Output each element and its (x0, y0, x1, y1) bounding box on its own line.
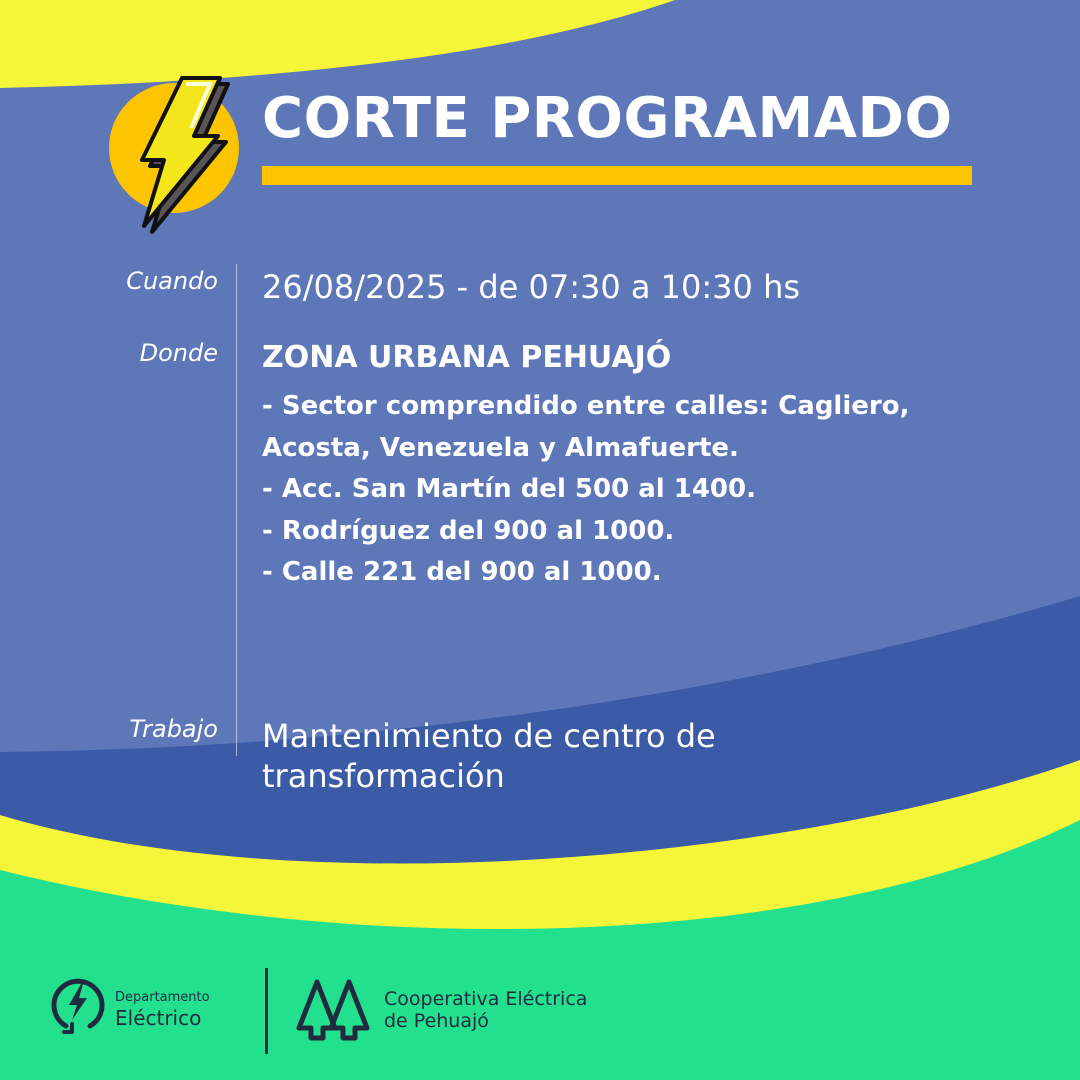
lightning-bolt-icon (104, 66, 254, 236)
coop-name (384, 988, 587, 1032)
where-lines (262, 386, 1022, 594)
job-label: Trabajo (129, 715, 218, 743)
footer-logos (0, 960, 1080, 1060)
plug-bolt-icon (50, 974, 106, 1036)
where-line: - Calle 221 del 900 al 1000. (262, 557, 662, 587)
where-line: - Sector comprendido entre calles: Cagliero, (262, 391, 910, 421)
where-line: - Rodríguez del 900 al 1000. (262, 515, 675, 546)
when-value: 26/08/2025 - de 07:30 a 10:30 hs (262, 268, 801, 306)
where-zone: ZONA URBANA PEHUAJÓ (262, 340, 672, 375)
when-label: Cuando (126, 267, 218, 295)
job-value: Mantenimiento de centro de transformación (262, 717, 716, 795)
dept-name (115, 990, 210, 1030)
where-line: Acosta, Venezuela y Almafuerte. (262, 432, 739, 463)
where-label: Donde (139, 339, 218, 367)
title-underline (262, 166, 972, 185)
dept-name-line2: Eléctrico (115, 1006, 202, 1030)
where-line: - Acc. San Martín del 500 al 1400. (262, 474, 756, 504)
page-title: CORTE PROGRAMADO (262, 86, 953, 151)
pine-trees-icon (295, 978, 371, 1042)
footer-divider (265, 968, 268, 1054)
coop-name-line1: Cooperativa Eléctrica (384, 988, 588, 1010)
coop-name-line2: de Pehuajó (384, 1010, 489, 1032)
details-divider (236, 264, 237, 756)
dept-name-line1: Departamento (115, 990, 210, 1005)
